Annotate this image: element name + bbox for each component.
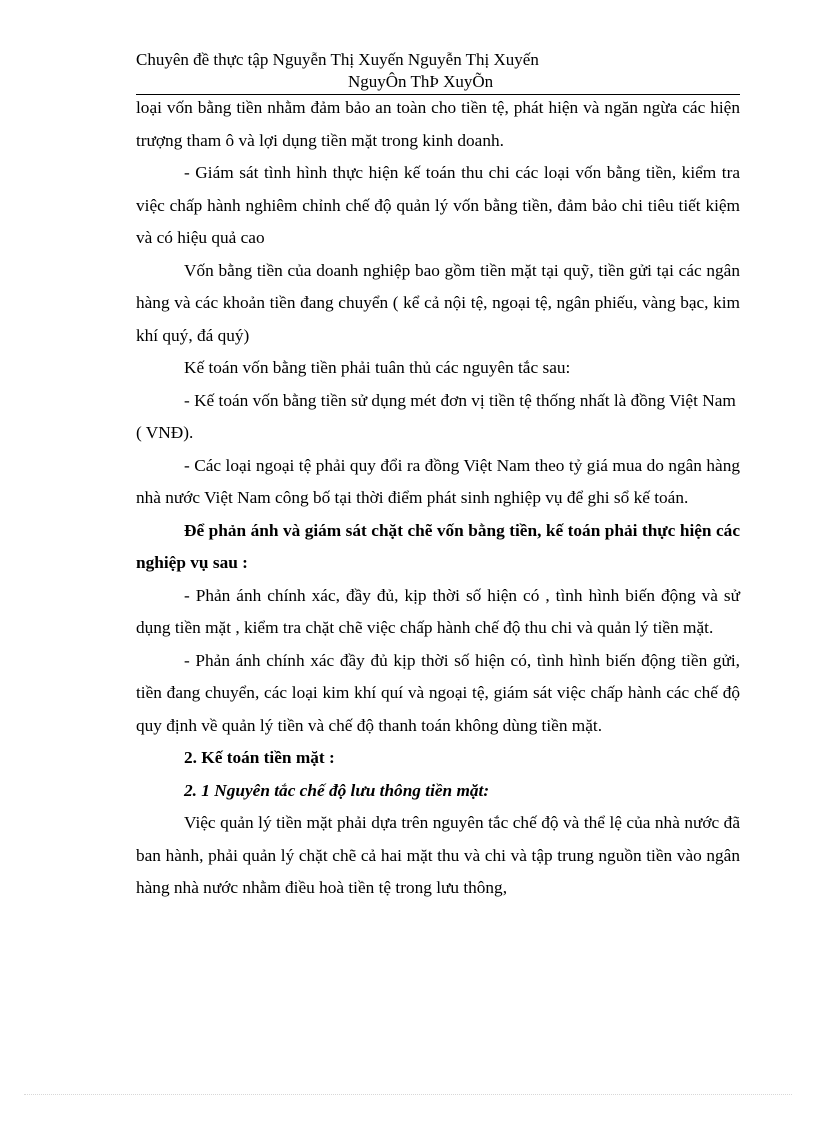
paragraph: ( VNĐ). [136,423,194,442]
paragraph: - Kế toán vốn bằng tiền sử dụng mét đơn vị tiền tệ thống nhất là đồng Việt Nam [184,390,736,410]
page-header [136,48,740,95]
paragraph: Việc quản lý tiền mặt phải dựa trên nguyên tắc chế độ và thể lệ của nhà nước đã ban hành, phải quản lý chặt chẽ cả hai mặt thu và chi và tập trung nguồn tiền vào ngân hàng nhà nước nhằm điều hoà tiền tệ trong lưu thông, [136,813,740,897]
paragraph: - Giám sát tình hình thực hiện kế toán thu chi các loại vốn bằng tiền, kiểm tra việc chấp hành nghiêm chỉnh chế độ quản lý vốn bằng tiền, đảm bảo chi tiêu tiết kiệm và có hiệu quả cao [136,163,740,247]
paragraph: Vốn bằng tiền của doanh nghiệp bao gồm tiền mặt tại quỹ, tiền gửi tại các ngân hàng và các khoản tiền đang chuyển ( kể cả nội tệ, ngoại tệ, ngân phiếu, vàng bạc, kim khí quý, đá quý) [136,260,740,345]
document-body [136,92,740,905]
page-bottom-rule [24,1094,792,1095]
paragraph: - Phản ánh chính xác, đầy đủ, kịp thời số hiện có , tình hình biến động và sử dụng tiền mặt , kiểm tra chặt chẽ việc chấp hành chế độ thu chi và quản lý tiền mặt. [136,585,740,637]
paragraph: - Các loại ngoại tệ phải quy đổi ra đồng Việt Nam theo tỷ giá mua do ngân hàng nhà nước Việt Nam công bố tại thời điểm phát sinh nghiệp vụ để ghi sổ kế toán. [136,455,740,507]
paragraph: - Phản ánh chính xác đầy đủ kịp thời số hiện có, tình hình biến động tiền gửi, tiền đang chuyển, các loại kim khí quí và ngoại tệ, giám sát việc chấp hành các chế độ quy định về quản lý tiền và chế độ thanh toán không dùng tiền mặt. [136,650,740,735]
header-author: NguyÔn ThÞ XuyÕn [348,72,494,91]
section-lead: Để phản ánh và giám sát chặt chẽ vốn bằng tiền, kế toán phải thực hiện các nghiệp vụ sau : [136,520,740,572]
section-heading: 2. Kế toán tiền mặt : [184,748,335,767]
header-title: Chuyên đề thực tập Nguyễn Thị Xuyến Nguyễn Thị Xuyến [136,50,539,69]
paragraph: loại vốn bằng tiền nhằm đảm bảo an toàn cho tiền tệ, phát hiện và ngăn ngừa các hiện trượng tham ô và lợi dụng tiền mặt trong kinh doanh. [136,98,740,150]
paragraph: Kế toán vốn bằng tiền phải tuân thủ các nguyên tắc sau: [184,358,571,377]
subsection-heading: 2. 1 Nguyên tắc chế độ lưu thông tiền mặt: [184,780,490,800]
